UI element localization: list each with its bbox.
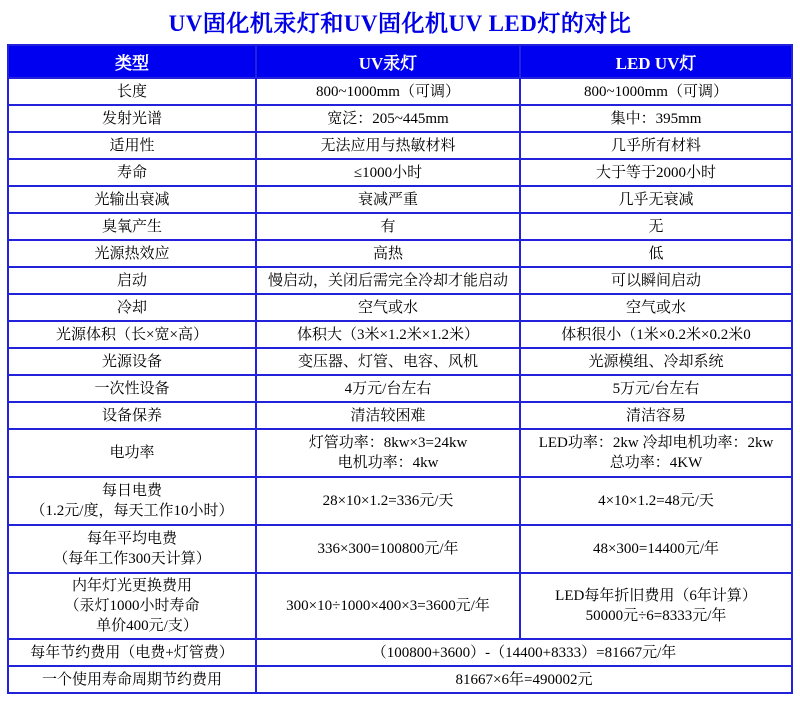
cell-text-line: （汞灯1000小时寿命 <box>64 598 200 614</box>
table-row <box>8 375 792 402</box>
row-label-cell <box>8 267 256 294</box>
cell-text-line: 总功率：4KW <box>609 455 703 471</box>
table-row <box>8 294 792 321</box>
row-label-cell <box>8 132 256 159</box>
mercury-value-cell <box>256 159 520 186</box>
led-value-cell <box>520 240 792 267</box>
table-row <box>8 573 792 639</box>
mercury-value-cell <box>256 267 520 294</box>
mercury-value-cell <box>256 321 520 348</box>
table-body <box>8 78 792 693</box>
cell-text-line: LED每年折旧费用（6年计算） <box>555 588 757 604</box>
cell-text-line: 高热 <box>372 245 403 262</box>
mercury-value-cell <box>256 525 520 573</box>
table-row <box>8 78 792 105</box>
cell-text-line: 可以瞬间启动 <box>610 272 701 289</box>
mercury-value-cell <box>256 294 520 321</box>
cell-text-line: 空气或水 <box>625 299 686 316</box>
mercury-value-cell <box>256 429 520 477</box>
mercury-value-cell <box>256 477 520 525</box>
cell-text-line: 每年平均电费 <box>86 531 177 547</box>
cell-text-line: 光源设备 <box>101 353 162 370</box>
cell-text-line: 清洁容易 <box>625 407 686 424</box>
cell-text-line: 光源热效应 <box>94 245 170 262</box>
row-label-cell <box>8 294 256 321</box>
mercury-value-cell <box>256 375 520 402</box>
mercury-value-cell <box>256 186 520 213</box>
table-row <box>8 477 792 525</box>
cell-text-line: 300×10÷1000×400×3=3600元/年 <box>286 598 490 614</box>
cell-text-line: 大于等于2000小时 <box>595 164 716 181</box>
led-value-cell <box>520 267 792 294</box>
row-label-cell <box>8 375 256 402</box>
row-label-cell <box>8 348 256 375</box>
cell-text-line: 无 <box>648 218 664 235</box>
led-value-cell <box>520 294 792 321</box>
cell-text-line: 集中：395mm <box>610 110 702 127</box>
cell-text-line: 4×10×1.2=48元/天 <box>598 493 714 509</box>
cell-text-line: 81667×6年=490002元 <box>455 671 593 688</box>
table-row <box>8 267 792 294</box>
cell-text-line: 光源体积（长×宽×高） <box>56 326 208 343</box>
cell-text-line: 800~1000mm（可调） <box>584 83 728 100</box>
cell-text-line: 发射光谱 <box>101 110 162 127</box>
cell-text-line: 臭氧产生 <box>101 218 162 235</box>
led-value-cell <box>520 78 792 105</box>
table-row <box>8 132 792 159</box>
mercury-value-cell <box>256 402 520 429</box>
row-label-cell <box>8 429 256 477</box>
row-label-cell <box>8 477 256 525</box>
cell-text-line: 每年节约费用（电费+灯管费） <box>30 644 234 661</box>
cell-text-line: 48×300=14400元/年 <box>592 541 720 557</box>
led-value-cell <box>520 159 792 186</box>
cell-text-line: 336×300=100800元/年 <box>317 541 459 557</box>
mercury-value-cell <box>256 213 520 240</box>
table-row <box>8 348 792 375</box>
header-row <box>8 45 792 78</box>
row-label-cell <box>8 321 256 348</box>
cell-text-line: 寿命 <box>116 164 147 181</box>
table-row <box>8 159 792 186</box>
led-value-cell <box>520 105 792 132</box>
mercury-value-cell <box>256 348 520 375</box>
cell-text-line: 单价400元/支） <box>66 618 198 634</box>
cell-text-line: 空气或水 <box>357 299 418 316</box>
cell-text-line: 宽泛：205~445mm <box>327 110 449 127</box>
cell-text-line: LED功率：2kw 冷却电机功率：2kw <box>538 435 774 451</box>
column-header-led-lamp: LED UV灯 <box>520 45 792 78</box>
table-row <box>8 402 792 429</box>
cell-text-line: 28×10×1.2=336元/天 <box>322 493 454 509</box>
cell-text-line: 4万元/台左右 <box>344 380 432 397</box>
cell-text-line: 灯管功率：8kw×3=24kw <box>308 435 468 451</box>
table-row <box>8 105 792 132</box>
row-label-cell <box>8 78 256 105</box>
table-row <box>8 186 792 213</box>
cell-text-line: 50000元÷6=8333元/年 <box>585 608 727 624</box>
table-row <box>8 639 792 666</box>
cell-text-line: ≤1000小时 <box>353 164 423 181</box>
column-header-type: 类型 <box>8 45 256 78</box>
cell-text-line: 一个使用寿命周期节约费用 <box>41 671 222 688</box>
cell-text-line: 启动 <box>116 272 147 289</box>
cell-text-line: 电功率 <box>109 445 155 461</box>
row-label-cell <box>8 525 256 573</box>
mercury-value-cell <box>256 132 520 159</box>
page-title: UV固化机汞灯和UV固化机UV LED灯的对比 <box>168 11 632 36</box>
cell-text-line: 体积大（3米×1.2米×1.2米） <box>297 326 479 343</box>
row-merged-value-cell <box>256 639 792 666</box>
led-value-cell <box>520 573 792 639</box>
cell-text-line: 体积很小（1米×0.2米×0.2米0 <box>561 326 751 343</box>
mercury-value-cell <box>256 78 520 105</box>
table-row <box>8 429 792 477</box>
cell-text-line: 设备保养 <box>101 407 162 424</box>
cell-text-line: 光输出衰减 <box>94 191 170 208</box>
row-label-cell <box>8 105 256 132</box>
led-value-cell <box>520 186 792 213</box>
cell-text-line: （每年工作300天计算） <box>53 551 211 567</box>
cell-text-line: （1.2元/度，每天工作10小时） <box>30 503 234 519</box>
row-label-cell <box>8 666 256 693</box>
row-label-cell <box>8 402 256 429</box>
row-label-cell <box>8 639 256 666</box>
led-value-cell <box>520 213 792 240</box>
cell-text-line: 适用性 <box>109 137 155 154</box>
cell-text-line: 每日电费 <box>101 483 162 499</box>
led-value-cell <box>520 321 792 348</box>
row-label-cell <box>8 573 256 639</box>
row-label-cell <box>8 186 256 213</box>
table-row <box>8 321 792 348</box>
cell-text-line: 有 <box>380 218 396 235</box>
cell-text-line: 衰减严重 <box>357 191 418 208</box>
row-label-cell <box>8 213 256 240</box>
cell-text-line: 清洁较困难 <box>350 407 426 424</box>
cell-text-line: 低 <box>648 245 664 262</box>
led-value-cell <box>520 132 792 159</box>
led-value-cell <box>520 348 792 375</box>
cell-text-line: 一次性设备 <box>94 380 170 397</box>
table-row <box>8 666 792 693</box>
led-value-cell <box>520 402 792 429</box>
cell-text-line: 800~1000mm（可调） <box>316 83 460 100</box>
led-value-cell <box>520 375 792 402</box>
led-value-cell <box>520 525 792 573</box>
cell-text-line: 冷却 <box>116 299 147 316</box>
cell-text-line: 电机功率：4kw <box>337 455 439 471</box>
cell-text-line: 长度 <box>116 83 147 100</box>
mercury-value-cell <box>256 573 520 639</box>
column-header-mercury-lamp: UV汞灯 <box>256 45 520 78</box>
cell-text-line: 几乎无衰减 <box>618 191 694 208</box>
table-row <box>8 240 792 267</box>
cell-text-line: 5万元/台左右 <box>612 380 700 397</box>
led-value-cell <box>520 429 792 477</box>
cell-text-line: （100800+3600）-（14400+8333）=81667元/年 <box>371 644 677 661</box>
table-row <box>8 525 792 573</box>
cell-text-line: 几乎所有材料 <box>610 137 701 154</box>
row-label-cell <box>8 159 256 186</box>
cell-text-line: 无法应用与热敏材料 <box>320 137 456 154</box>
cell-text-line: 变压器、灯管、电容、风机 <box>297 353 478 370</box>
led-value-cell <box>520 477 792 525</box>
cell-text-line: 慢启动，关闭后需完全冷却才能启动 <box>267 272 508 289</box>
comparison-table <box>7 44 793 694</box>
cell-text-line: 光源模组、冷却系统 <box>588 353 724 370</box>
table-row <box>8 213 792 240</box>
row-label-cell <box>8 240 256 267</box>
mercury-value-cell <box>256 240 520 267</box>
row-merged-value-cell <box>256 666 792 693</box>
mercury-value-cell <box>256 105 520 132</box>
cell-text-line: 内年灯光更换费用 <box>71 578 192 594</box>
